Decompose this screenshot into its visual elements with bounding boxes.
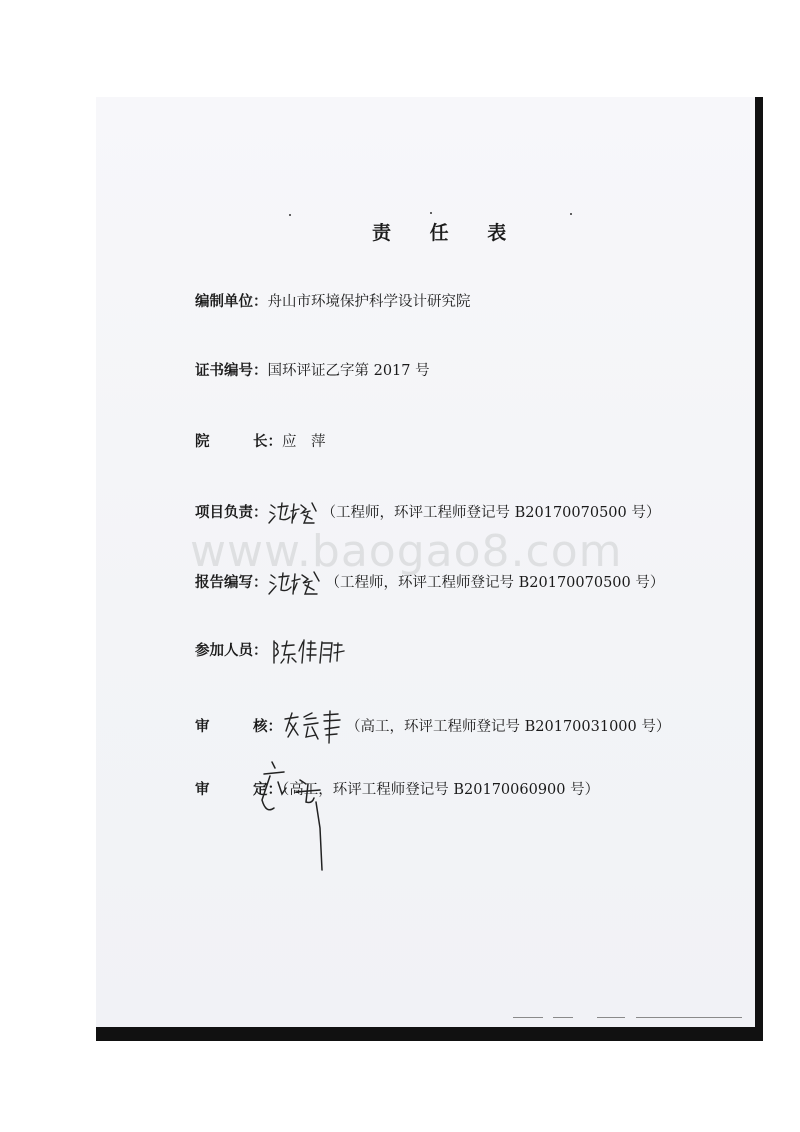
field-label: 审: [195, 782, 210, 798]
handwritten-signature: [268, 568, 326, 598]
field-value: 国环评证乙字第 2017 号: [267, 363, 430, 379]
field-value: （工程师，环评工程师登记号 B20170070500 号）: [325, 575, 665, 591]
row-report-writer: [195, 568, 664, 590]
field-value: （高工，环评工程师登记号 B20170060900 号）: [282, 782, 600, 798]
field-label: 参加人员：: [195, 643, 268, 659]
field-value: 应 萍: [282, 434, 326, 450]
divider: [597, 1017, 625, 1018]
row-participants: [195, 637, 354, 659]
row-certificate-number: [195, 359, 430, 381]
field-label: 编制单位：: [195, 294, 268, 310]
field-label: 报告编写：: [195, 575, 268, 591]
field-value: （工程师，环评工程师登记号 B20170070500 号）: [321, 505, 661, 521]
field-label: 项目负责：: [195, 505, 268, 521]
field-label: 证书编号：: [195, 363, 268, 379]
scan-speck: [430, 212, 432, 214]
row-compiling-unit: [195, 290, 471, 312]
watermark-text: www.baogao8.com: [190, 526, 623, 577]
scan-speck: [289, 214, 291, 216]
scan-speck: [570, 213, 572, 215]
handwritten-signature: [282, 709, 346, 745]
scan-edge-bottom: [96, 1027, 763, 1041]
field-label: 院: [195, 434, 210, 450]
field-label: 审: [195, 719, 210, 735]
field-value: 舟山市环境保护科学设计研究院: [267, 294, 471, 310]
handwritten-signature: [268, 499, 322, 527]
field-label: 定：: [253, 782, 282, 798]
divider: [553, 1017, 573, 1018]
field-label: 核：: [253, 719, 282, 735]
row-reviewer: [195, 709, 671, 735]
scan-edge-right: [755, 97, 763, 1041]
field-label: 长：: [253, 434, 282, 450]
divider: [636, 1017, 742, 1018]
field-value: （高工，环评工程师登记号 B20170031000 号）: [346, 719, 671, 735]
handwritten-signature: [268, 637, 354, 665]
handwritten-signature: [256, 758, 334, 878]
row-director: [195, 430, 326, 452]
divider: [513, 1017, 543, 1018]
document-title: 责 任 表: [372, 222, 523, 244]
row-project-lead: [195, 499, 660, 521]
